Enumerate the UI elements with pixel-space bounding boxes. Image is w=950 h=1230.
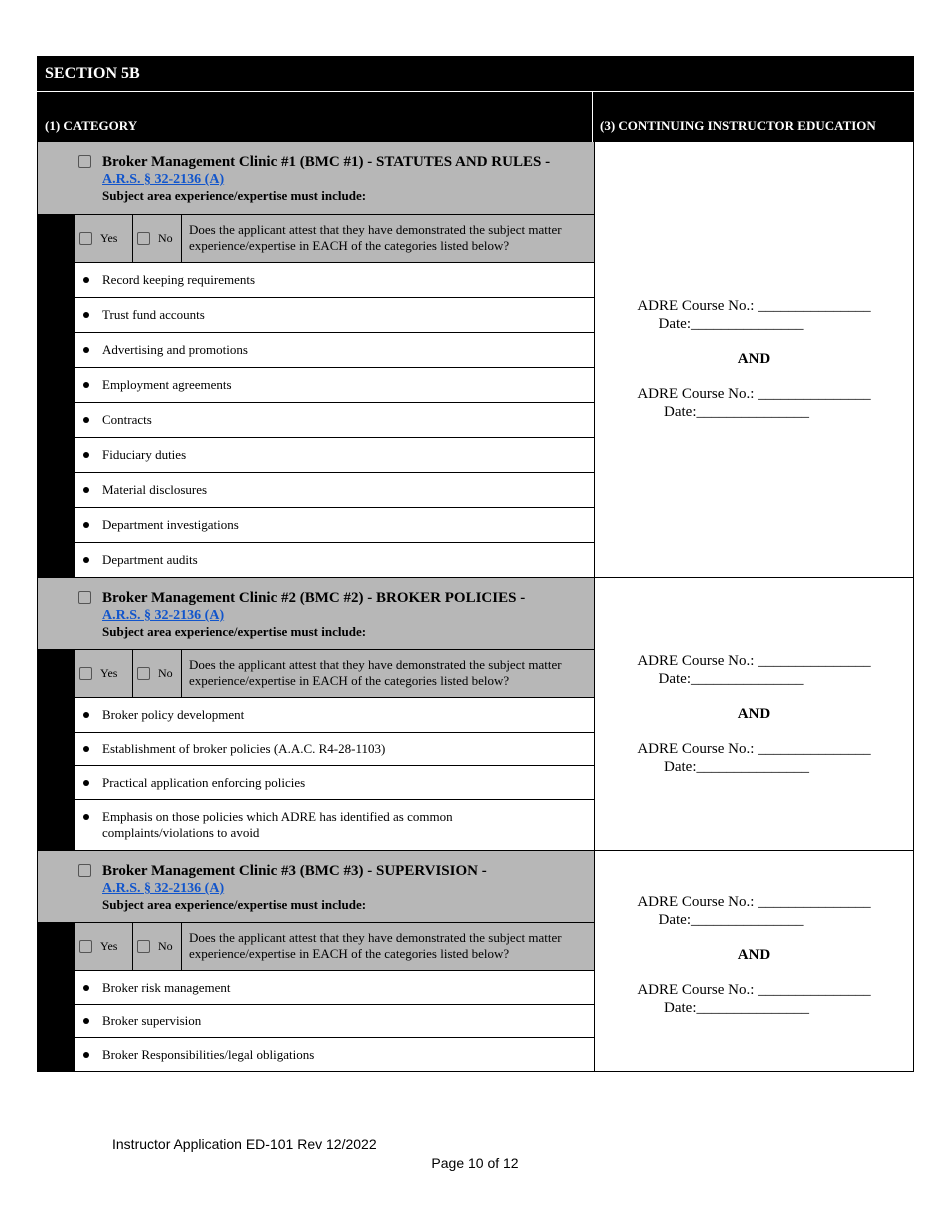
list-item: Trust fund accounts [75, 298, 594, 333]
yes-checkbox[interactable] [79, 667, 92, 680]
category-column-header: (1) CATEGORY [37, 92, 593, 142]
list-item: Department investigations [75, 508, 594, 543]
form-identifier: Instructor Application ED-101 Rev 12/2022 [112, 1136, 377, 1152]
education-column-header: (3) CONTINUING INSTRUCTOR EDUCATION [600, 118, 876, 133]
course-no-field[interactable]: ADRE Course No.: _______________ [637, 653, 871, 669]
course-no-field[interactable]: ADRE Course No.: _______________ [637, 298, 871, 314]
bullet-icon [83, 522, 89, 528]
list-item: Practical application enforcing policies [75, 766, 594, 800]
no-option[interactable]: No [133, 215, 182, 262]
date-field[interactable]: Date:_______________ [658, 671, 804, 687]
attest-question: Does the applicant attest that they have demonstrated the subject matter experience/expertise in EACH of the categories listed below? [189, 222, 562, 253]
yes-option[interactable]: Yes [75, 215, 133, 262]
list-item: Fiduciary duties [75, 438, 594, 473]
bullet-icon [83, 814, 89, 820]
category-block-bmc2 [37, 578, 914, 851]
category-subtitle: Subject area experience/expertise must include: [102, 188, 367, 203]
course-no-field[interactable]: ADRE Course No.: _______________ [637, 894, 871, 910]
list-item: Contracts [75, 403, 594, 438]
statute-link[interactable]: A.R.S. § 32-2136 (A) [102, 881, 225, 896]
and-label: AND [737, 706, 771, 722]
list-item: Broker policy development [75, 698, 594, 733]
education-cell [594, 851, 914, 1071]
yes-option[interactable]: Yes [75, 650, 133, 697]
list-item: Record keeping requirements [75, 263, 594, 298]
date-field[interactable]: Date:_______________ [664, 759, 809, 775]
list-item: Emphasis on those policies which ADRE has identified as common complaints/violations to avoid [75, 800, 594, 850]
column-headers [37, 92, 914, 142]
and-label: AND [737, 947, 771, 963]
no-checkbox[interactable] [137, 667, 150, 680]
bullet-icon [83, 382, 89, 388]
list-item: Broker supervision [75, 1005, 594, 1038]
course-no-field[interactable]: ADRE Course No.: _______________ [637, 386, 871, 402]
no-checkbox[interactable] [137, 232, 150, 245]
list-item: Broker risk management [75, 971, 594, 1005]
category-header [37, 578, 594, 650]
bullet-icon [83, 487, 89, 493]
category-title: Broker Management Clinic #2 (BMC #2) - BROKER POLICIES - [102, 590, 526, 606]
date-field[interactable]: Date:_______________ [658, 316, 804, 332]
list-item: Establishment of broker policies (A.A.C. R4-28-1103) [75, 733, 594, 766]
category-block-bmc1 [37, 142, 914, 578]
bullet-icon [83, 985, 89, 991]
bullet-icon [83, 417, 89, 423]
date-field[interactable]: Date:_______________ [664, 404, 809, 420]
no-option[interactable]: No [133, 650, 182, 697]
bullet-icon [83, 312, 89, 318]
bullet-icon [83, 452, 89, 458]
date-field[interactable]: Date:_______________ [664, 1000, 809, 1016]
list-item: Department audits [75, 543, 594, 577]
education-cell [594, 578, 914, 850]
category-checkbox[interactable] [78, 591, 91, 604]
bullet-icon [83, 347, 89, 353]
category-header [37, 851, 594, 923]
yes-option[interactable]: Yes [75, 923, 133, 970]
attest-row [75, 215, 594, 263]
page-number: Page 10 of 12 [431, 1155, 519, 1171]
row-margin-bar [37, 923, 75, 1071]
list-item: Employment agreements [75, 368, 594, 403]
category-subtitle: Subject area experience/expertise must include: [102, 897, 367, 912]
category-header [37, 142, 594, 215]
bullet-icon [83, 1018, 89, 1024]
category-title: Broker Management Clinic #1 (BMC #1) - STATUTES AND RULES - [102, 154, 551, 170]
attest-row [75, 650, 594, 698]
list-item: Advertising and promotions [75, 333, 594, 368]
category-subtitle: Subject area experience/expertise must include: [102, 624, 367, 639]
bullet-icon [83, 557, 89, 563]
list-item: Material disclosures [75, 473, 594, 508]
course-no-field[interactable]: ADRE Course No.: _______________ [637, 982, 871, 998]
category-block-bmc3 [37, 851, 914, 1072]
bullet-icon [83, 1052, 89, 1058]
bullet-icon [83, 712, 89, 718]
bullet-icon [83, 780, 89, 786]
category-checkbox[interactable] [78, 155, 91, 168]
section-title: SECTION 5B [37, 56, 914, 92]
yes-checkbox[interactable] [79, 940, 92, 953]
attest-row [75, 923, 594, 971]
and-label: AND [737, 351, 771, 367]
date-field[interactable]: Date:_______________ [658, 912, 804, 928]
statute-link[interactable]: A.R.S. § 32-2136 (A) [102, 172, 225, 187]
attest-question: Does the applicant attest that they have demonstrated the subject matter experience/expertise in EACH of the categories listed below? [189, 930, 562, 961]
row-margin-bar [37, 215, 75, 577]
list-item: Broker Responsibilities/legal obligations [75, 1038, 594, 1071]
section-5b-form [37, 56, 914, 1072]
category-title: Broker Management Clinic #3 (BMC #3) - SUPERVISION - [102, 863, 487, 879]
no-checkbox[interactable] [137, 940, 150, 953]
education-cell [594, 142, 914, 577]
yes-checkbox[interactable] [79, 232, 92, 245]
bullet-icon [83, 277, 89, 283]
course-no-field[interactable]: ADRE Course No.: _______________ [637, 741, 871, 757]
bullet-icon [83, 746, 89, 752]
category-checkbox[interactable] [78, 864, 91, 877]
row-margin-bar [37, 650, 75, 850]
statute-link[interactable]: A.R.S. § 32-2136 (A) [102, 608, 225, 623]
no-option[interactable]: No [133, 923, 182, 970]
attest-question: Does the applicant attest that they have demonstrated the subject matter experience/expertise in EACH of the categories listed below? [189, 657, 562, 688]
